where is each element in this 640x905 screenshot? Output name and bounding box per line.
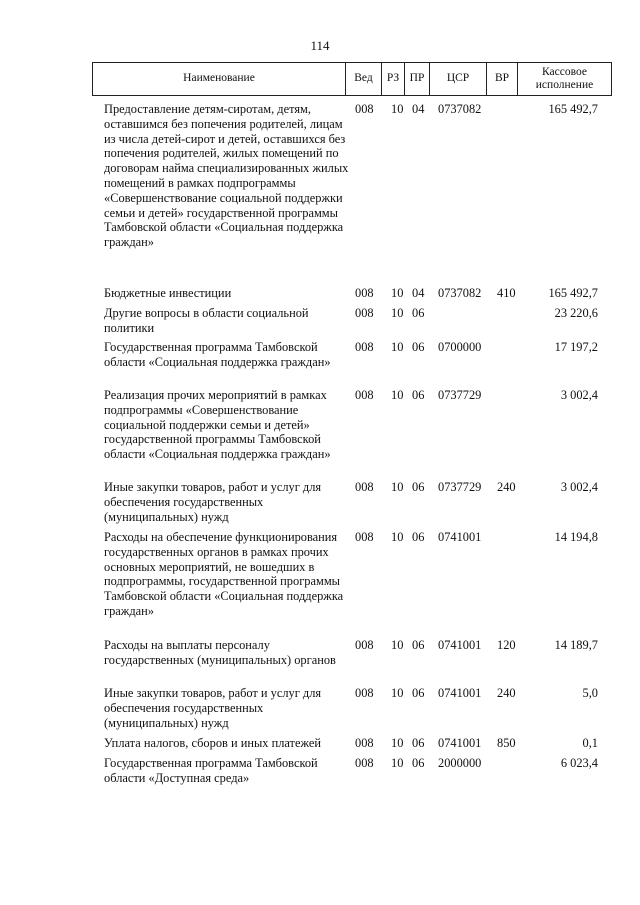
row-rz: 10 [391, 102, 404, 116]
header-name: Наименование [183, 72, 255, 85]
row-ved: 008 [355, 102, 374, 116]
page-number: 114 [310, 38, 330, 53]
row-rz: 10 [391, 530, 404, 544]
row-amount: 5,0 [582, 686, 598, 700]
header-csr: ЦСР [446, 72, 470, 85]
row-ved: 008 [355, 340, 374, 354]
row-name: Государственная программа Тамбовской области «Социальная поддержка граждан» [104, 340, 331, 369]
row-csr: 0737729 [438, 480, 482, 494]
row-pr: 06 [412, 638, 425, 652]
row-pr: 06 [412, 306, 425, 320]
row-vr: 120 [497, 638, 516, 652]
row-ved: 008 [355, 686, 374, 700]
row-pr: 04 [412, 102, 425, 116]
row-amount: 6 023,4 [560, 756, 598, 770]
row-vr: 240 [497, 686, 516, 700]
row-amount: 3 002,4 [560, 388, 598, 402]
row-ved: 008 [355, 756, 374, 770]
row-ved: 008 [355, 530, 374, 544]
row-pr: 06 [412, 530, 425, 544]
row-vr: 410 [497, 286, 516, 300]
row-name: Реализация прочих мероприятий в рамках подпрограммы «Совершенствование социальной поддержки семьи и детей» государственной программы Тамбовской области «Социальная поддержка граждан» [104, 388, 331, 462]
row-amount: 165 492,7 [548, 286, 598, 300]
row-ved: 008 [355, 480, 374, 494]
row-name: Иные закупки товаров, работ и услуг для обеспечения государственных (муниципальных) нужд [104, 480, 322, 524]
row-name: Государственная программа Тамбовской области «Доступная среда» [104, 756, 318, 785]
row-rz: 10 [391, 286, 404, 300]
row-csr: 0741001 [438, 638, 482, 652]
row-name: Другие вопросы в области социальной политики [104, 306, 309, 335]
row-rz: 10 [391, 480, 404, 494]
row-pr: 06 [412, 480, 425, 494]
row-csr: 0737082 [438, 102, 482, 116]
row-vr: 240 [497, 480, 516, 494]
row-csr: 0741001 [438, 686, 482, 700]
row-name: Расходы на выплаты персоналу государственных (муниципальных) органов [104, 638, 336, 667]
row-pr: 06 [412, 340, 425, 354]
header-vr: ВР [494, 72, 510, 85]
row-rz: 10 [391, 340, 404, 354]
row-csr: 0741001 [438, 736, 482, 750]
row-ved: 008 [355, 736, 374, 750]
row-amount: 165 492,7 [548, 102, 598, 116]
row-amount: 0,1 [582, 736, 598, 750]
row-rz: 10 [391, 306, 404, 320]
row-pr: 04 [412, 286, 425, 300]
row-rz: 10 [391, 638, 404, 652]
row-pr: 06 [412, 388, 425, 402]
row-amount: 23 220,6 [554, 306, 598, 320]
row-name: Бюджетные инвестиции [104, 286, 232, 300]
header-amount: Кассовое исполнение [535, 65, 594, 91]
row-rz: 10 [391, 736, 404, 750]
row-vr: 850 [497, 736, 516, 750]
row-csr: 0741001 [438, 530, 482, 544]
row-amount: 14 194,8 [554, 530, 598, 544]
row-ved: 008 [355, 388, 374, 402]
row-csr: 2000000 [438, 756, 482, 770]
row-ved: 008 [355, 286, 374, 300]
row-amount: 3 002,4 [560, 480, 598, 494]
row-rz: 10 [391, 756, 404, 770]
row-csr: 0737082 [438, 286, 482, 300]
table-header [92, 62, 612, 96]
row-name: Расходы на обеспечение функционирования государственных органов в рамках прочих основных мероприятий, не вошедших в подпрограммы, государственной программы Тамбовской области «Социальная поддержка граждан» [104, 530, 344, 618]
row-ved: 008 [355, 306, 374, 320]
row-amount: 14 189,7 [554, 638, 598, 652]
row-rz: 10 [391, 686, 404, 700]
row-rz: 10 [391, 388, 404, 402]
row-name: Иные закупки товаров, работ и услуг для обеспечения государственных (муниципальных) нужд [104, 686, 322, 730]
row-amount: 17 197,2 [554, 340, 598, 354]
header-pr: ПР [409, 72, 425, 85]
row-csr: 0737729 [438, 388, 482, 402]
row-pr: 06 [412, 686, 425, 700]
row-ved: 008 [355, 638, 374, 652]
row-pr: 06 [412, 736, 425, 750]
row-name: Предоставление детям-сиротам, детям, оставшимся без попечения родителей, лицам из числа детей-сирот и детей, оставшихся без попечения родителей, жилых помещений по договорам найма специализированных жилых помещений в рамках подпрограммы «Совершенствование социальной поддержки семьи и детей» государственной программы Тамбовской области «Социальная поддержка граждан» [104, 102, 349, 250]
row-name: Уплата налогов, сборов и иных платежей [104, 736, 322, 750]
header-rz: РЗ [386, 72, 400, 85]
row-csr: 0700000 [438, 340, 482, 354]
header-ved: Вед [354, 72, 373, 85]
row-pr: 06 [412, 756, 425, 770]
